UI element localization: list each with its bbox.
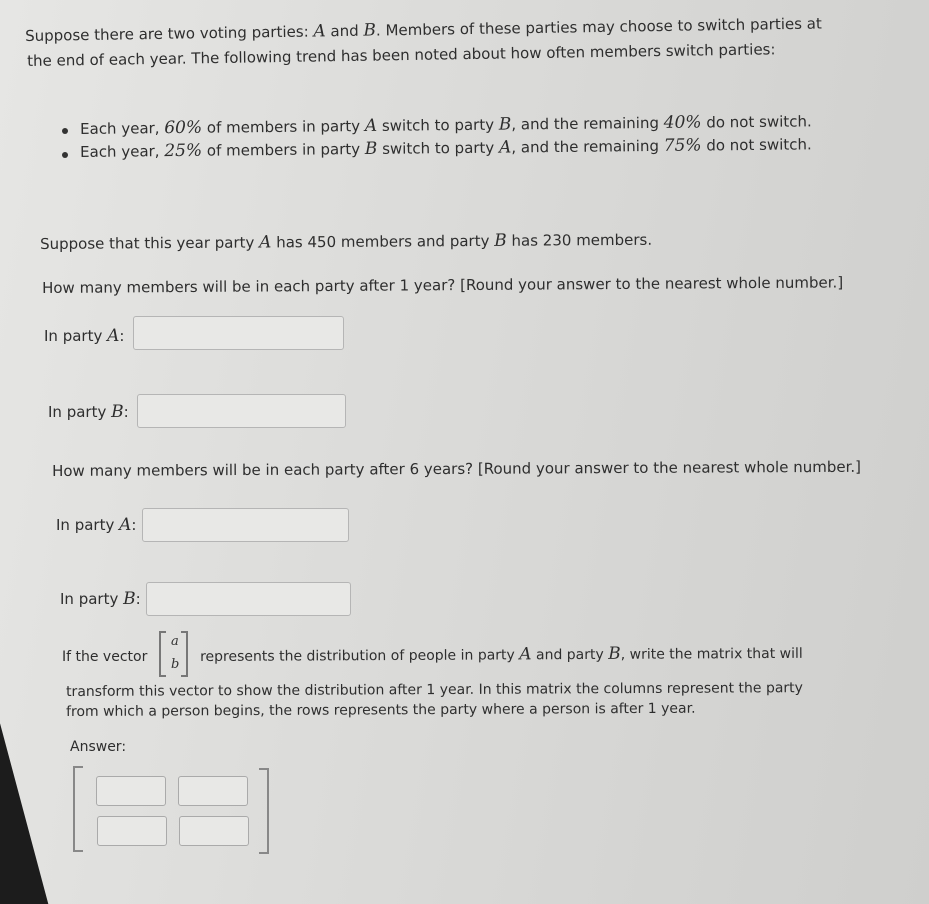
- var-a: A: [364, 115, 378, 137]
- label-text: :: [119, 327, 125, 345]
- vector-left-bracket: [159, 631, 166, 677]
- label-text: :: [135, 590, 141, 608]
- var-a: A: [119, 515, 132, 535]
- question-6-years: How many members will be in each party after 6 years? [Round your answer to the nearest whole number.]: [52, 457, 862, 480]
- q3-text: , write the matrix that will: [620, 645, 803, 663]
- party-b-6yr-input[interactable]: [146, 582, 351, 616]
- var-b: B: [111, 402, 124, 422]
- bullet-text: switch to party: [377, 138, 500, 158]
- label-party-b-6yr: [60, 590, 141, 609]
- bullet-dot: [62, 152, 68, 158]
- bullet-text: of members in party: [201, 117, 365, 137]
- matrix-cell-1-2[interactable]: [178, 776, 248, 806]
- q3-line-3: from which a person begins, the rows represents the party where a person is after 1 year.: [66, 700, 696, 720]
- q3-vector-intro: If the vector: [62, 649, 148, 665]
- bullet-text: Each year,: [80, 142, 165, 161]
- label-text: :: [131, 516, 137, 534]
- var-b: B: [123, 589, 136, 609]
- percent: 40%: [663, 112, 702, 133]
- percent: 75%: [663, 135, 702, 156]
- matrix-cell-1-1[interactable]: [96, 776, 166, 806]
- var-a: A: [259, 232, 272, 253]
- percent: 25%: [164, 140, 203, 162]
- vector-entry-b: b: [171, 657, 180, 672]
- q3-line-2: transform this vector to show the distribution after 1 year. In this matrix the columns represent the party: [66, 680, 803, 700]
- matrix-right-bracket: [259, 768, 269, 854]
- matrix-left-bracket: [73, 766, 83, 852]
- bullet-text: of members in party: [201, 140, 365, 160]
- var-b: B: [608, 643, 621, 664]
- bullet-text: do not switch.: [701, 135, 812, 155]
- party-b-1yr-input[interactable]: [137, 394, 346, 428]
- party-a-6yr-input[interactable]: [142, 508, 349, 542]
- intro-text: and: [325, 21, 364, 41]
- intro-text: . Members of these parties may choose to switch parties at: [375, 14, 822, 40]
- q3-text: and party: [531, 646, 609, 664]
- percent: 60%: [164, 117, 203, 139]
- matrix-cell-2-1[interactable]: [97, 816, 167, 846]
- q3-line-1: [200, 644, 803, 667]
- bullet-text: , and the remaining: [511, 136, 664, 157]
- setup-text-part: has 450 members and party: [271, 231, 495, 252]
- question-1-year: How many members will be in each party after 1 year? [Round your answer to the nearest whole number.]: [42, 273, 844, 297]
- label-text: :: [123, 403, 129, 421]
- label-party-b-1yr: [48, 403, 129, 422]
- bullet-text: , and the remaining: [511, 113, 664, 134]
- label-text: In party: [56, 516, 120, 534]
- vector-entry-a: a: [171, 634, 179, 649]
- label-text: In party: [44, 327, 108, 345]
- label-party-a-1yr: [44, 327, 124, 346]
- setup-text-part: has 230 members.: [506, 230, 653, 250]
- var-a: A: [498, 137, 512, 158]
- label-party-a-6yr: [56, 516, 136, 535]
- bullet-dot: [62, 128, 68, 134]
- label-text: In party: [48, 403, 112, 421]
- var-a: A: [107, 326, 120, 346]
- var-a: A: [519, 644, 532, 665]
- answer-label: Answer:: [70, 739, 127, 755]
- bullet-text: Each year,: [80, 119, 165, 138]
- var-b: B: [498, 114, 512, 135]
- party-a-1yr-input[interactable]: [133, 316, 344, 350]
- intro-text: Suppose there are two voting parties:: [25, 22, 314, 45]
- bullet-text: do not switch.: [701, 112, 812, 132]
- var-a: A: [313, 21, 326, 42]
- q3-text: represents the distribution of people in party: [200, 647, 520, 665]
- intro-line-2: the end of each year. The following trend has been noted about how often members switch parties:: [27, 40, 776, 70]
- matrix-cell-2-2[interactable]: [179, 816, 249, 846]
- setup-text-part: Suppose that this year party: [40, 233, 260, 253]
- var-b: B: [494, 230, 507, 251]
- vector-right-bracket: [181, 631, 188, 677]
- bullet-text: switch to party: [377, 115, 499, 135]
- var-b: B: [364, 138, 378, 160]
- label-text: In party: [60, 590, 124, 608]
- var-b: B: [363, 20, 377, 41]
